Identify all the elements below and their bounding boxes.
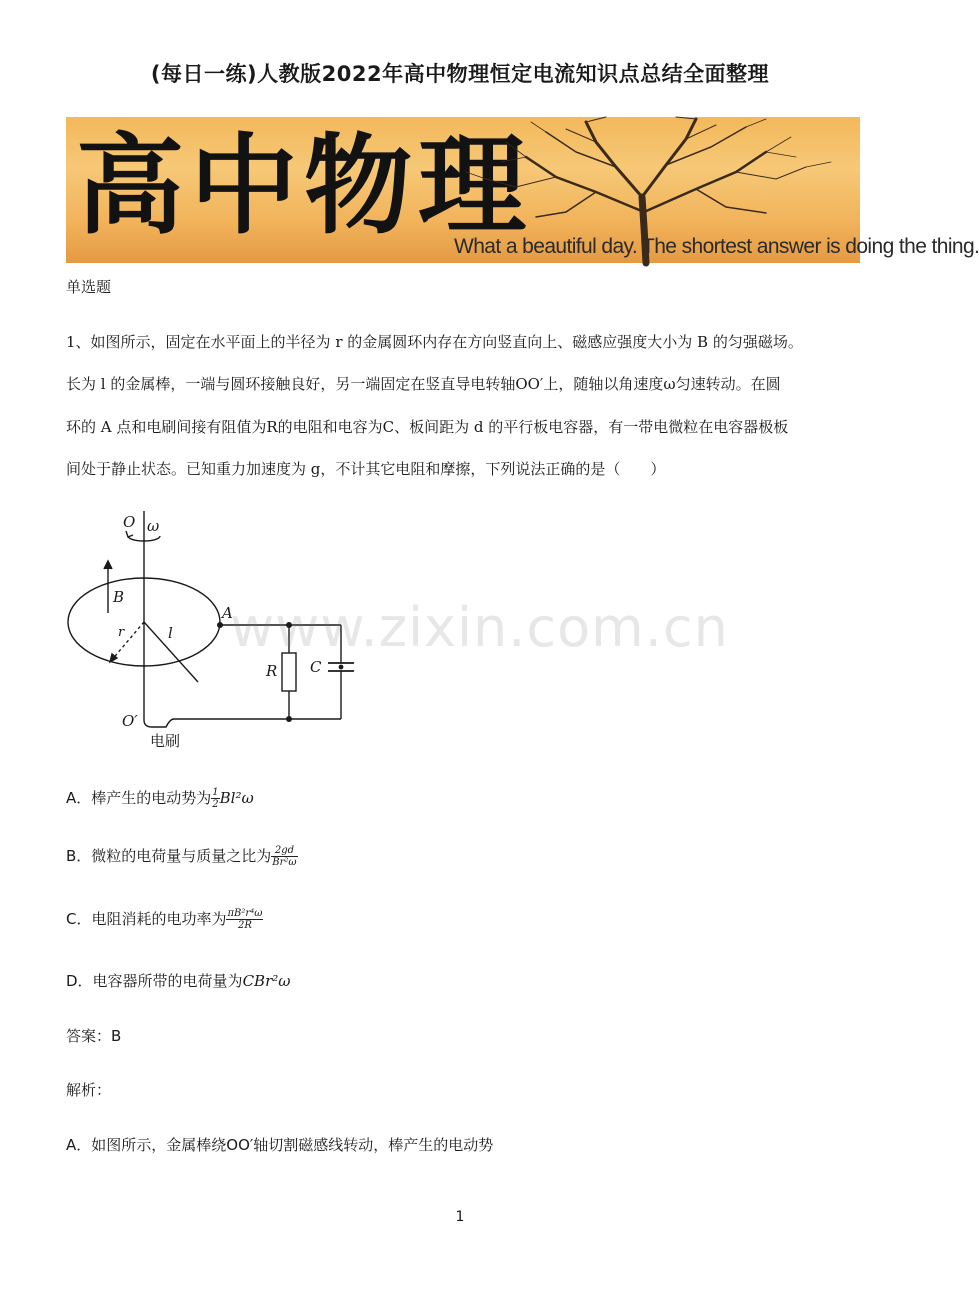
analysis-label: 解析：: [66, 1081, 112, 1099]
label-omega: ω: [147, 517, 160, 535]
option-d-text: D．电容器所带的电荷量为: [66, 972, 243, 990]
watermark: www.zixin.com.cn: [230, 596, 729, 659]
label-R: R: [266, 662, 278, 680]
option-c-text: C．电阻消耗的电功率为: [66, 910, 227, 928]
label-A: A: [222, 604, 233, 622]
label-l: l: [168, 624, 173, 642]
answer: 答案：B: [66, 1027, 122, 1045]
section-label: 单选题: [66, 278, 112, 296]
label-B: B: [113, 588, 125, 606]
page-number: 1: [455, 1209, 465, 1225]
question-line-3: 环的 A 点和电刷间接有阻值为R的电阻和电容为C、板间距为 d 的平行板电容器，有一带电微粒在电容器极板: [66, 418, 789, 436]
option-c-fraction: $\frac{\text{πB²r⁴ω}}{2R}$: [227, 908, 263, 931]
banner-caption: What a beautiful day. The shortest answer is doing the thing.: [454, 235, 979, 258]
option-c: [66, 908, 263, 931]
label-O-prime: O′: [122, 712, 138, 730]
option-b-text: B．微粒的电荷量与质量之比为: [66, 847, 272, 865]
analysis-line-1: A．如图所示，金属棒绕OO′轴切割磁感线转动，棒产生的电动势: [66, 1136, 494, 1154]
document-title: (每日一练)人教版2022年高中物理恒定电流知识点总结全面整理: [150, 62, 770, 86]
option-a-fraction: $\frac{1}{2}$: [212, 787, 219, 810]
label-r: r: [118, 625, 125, 640]
option-a-text: A．棒产生的电动势为: [66, 789, 212, 807]
question-line-2: 长为 l 的金属棒，一端与圆环接触良好，另一端固定在竖直导电转轴OO′上，随轴以角速度ω匀速转动。在圆: [66, 375, 781, 393]
question-line-1: 1、如图所示，固定在水平面上的半径为 r 的金属圆环内存在方向竖直向上、磁感应强度大小为 B 的匀强磁场。: [66, 333, 803, 351]
option-d: [66, 970, 290, 991]
option-d-formula: CBr²ω: [242, 972, 291, 990]
label-C: C: [310, 658, 322, 676]
banner-title: 高中物理: [76, 123, 533, 249]
label-O: O: [123, 513, 136, 531]
option-a-formula: Bl²ω: [219, 789, 254, 807]
banner-image: [66, 117, 979, 263]
option-b-fraction: $\frac{2gd}{\text{Br²ω}}$: [272, 845, 297, 868]
option-b: [66, 845, 298, 868]
question-line-4: 间处于静止状态。已知重力加速度为 g，不计其它电阻和摩擦，下列说法正确的是（ ）: [66, 460, 666, 478]
option-a: [66, 787, 254, 810]
label-brush: 电刷: [150, 732, 181, 750]
